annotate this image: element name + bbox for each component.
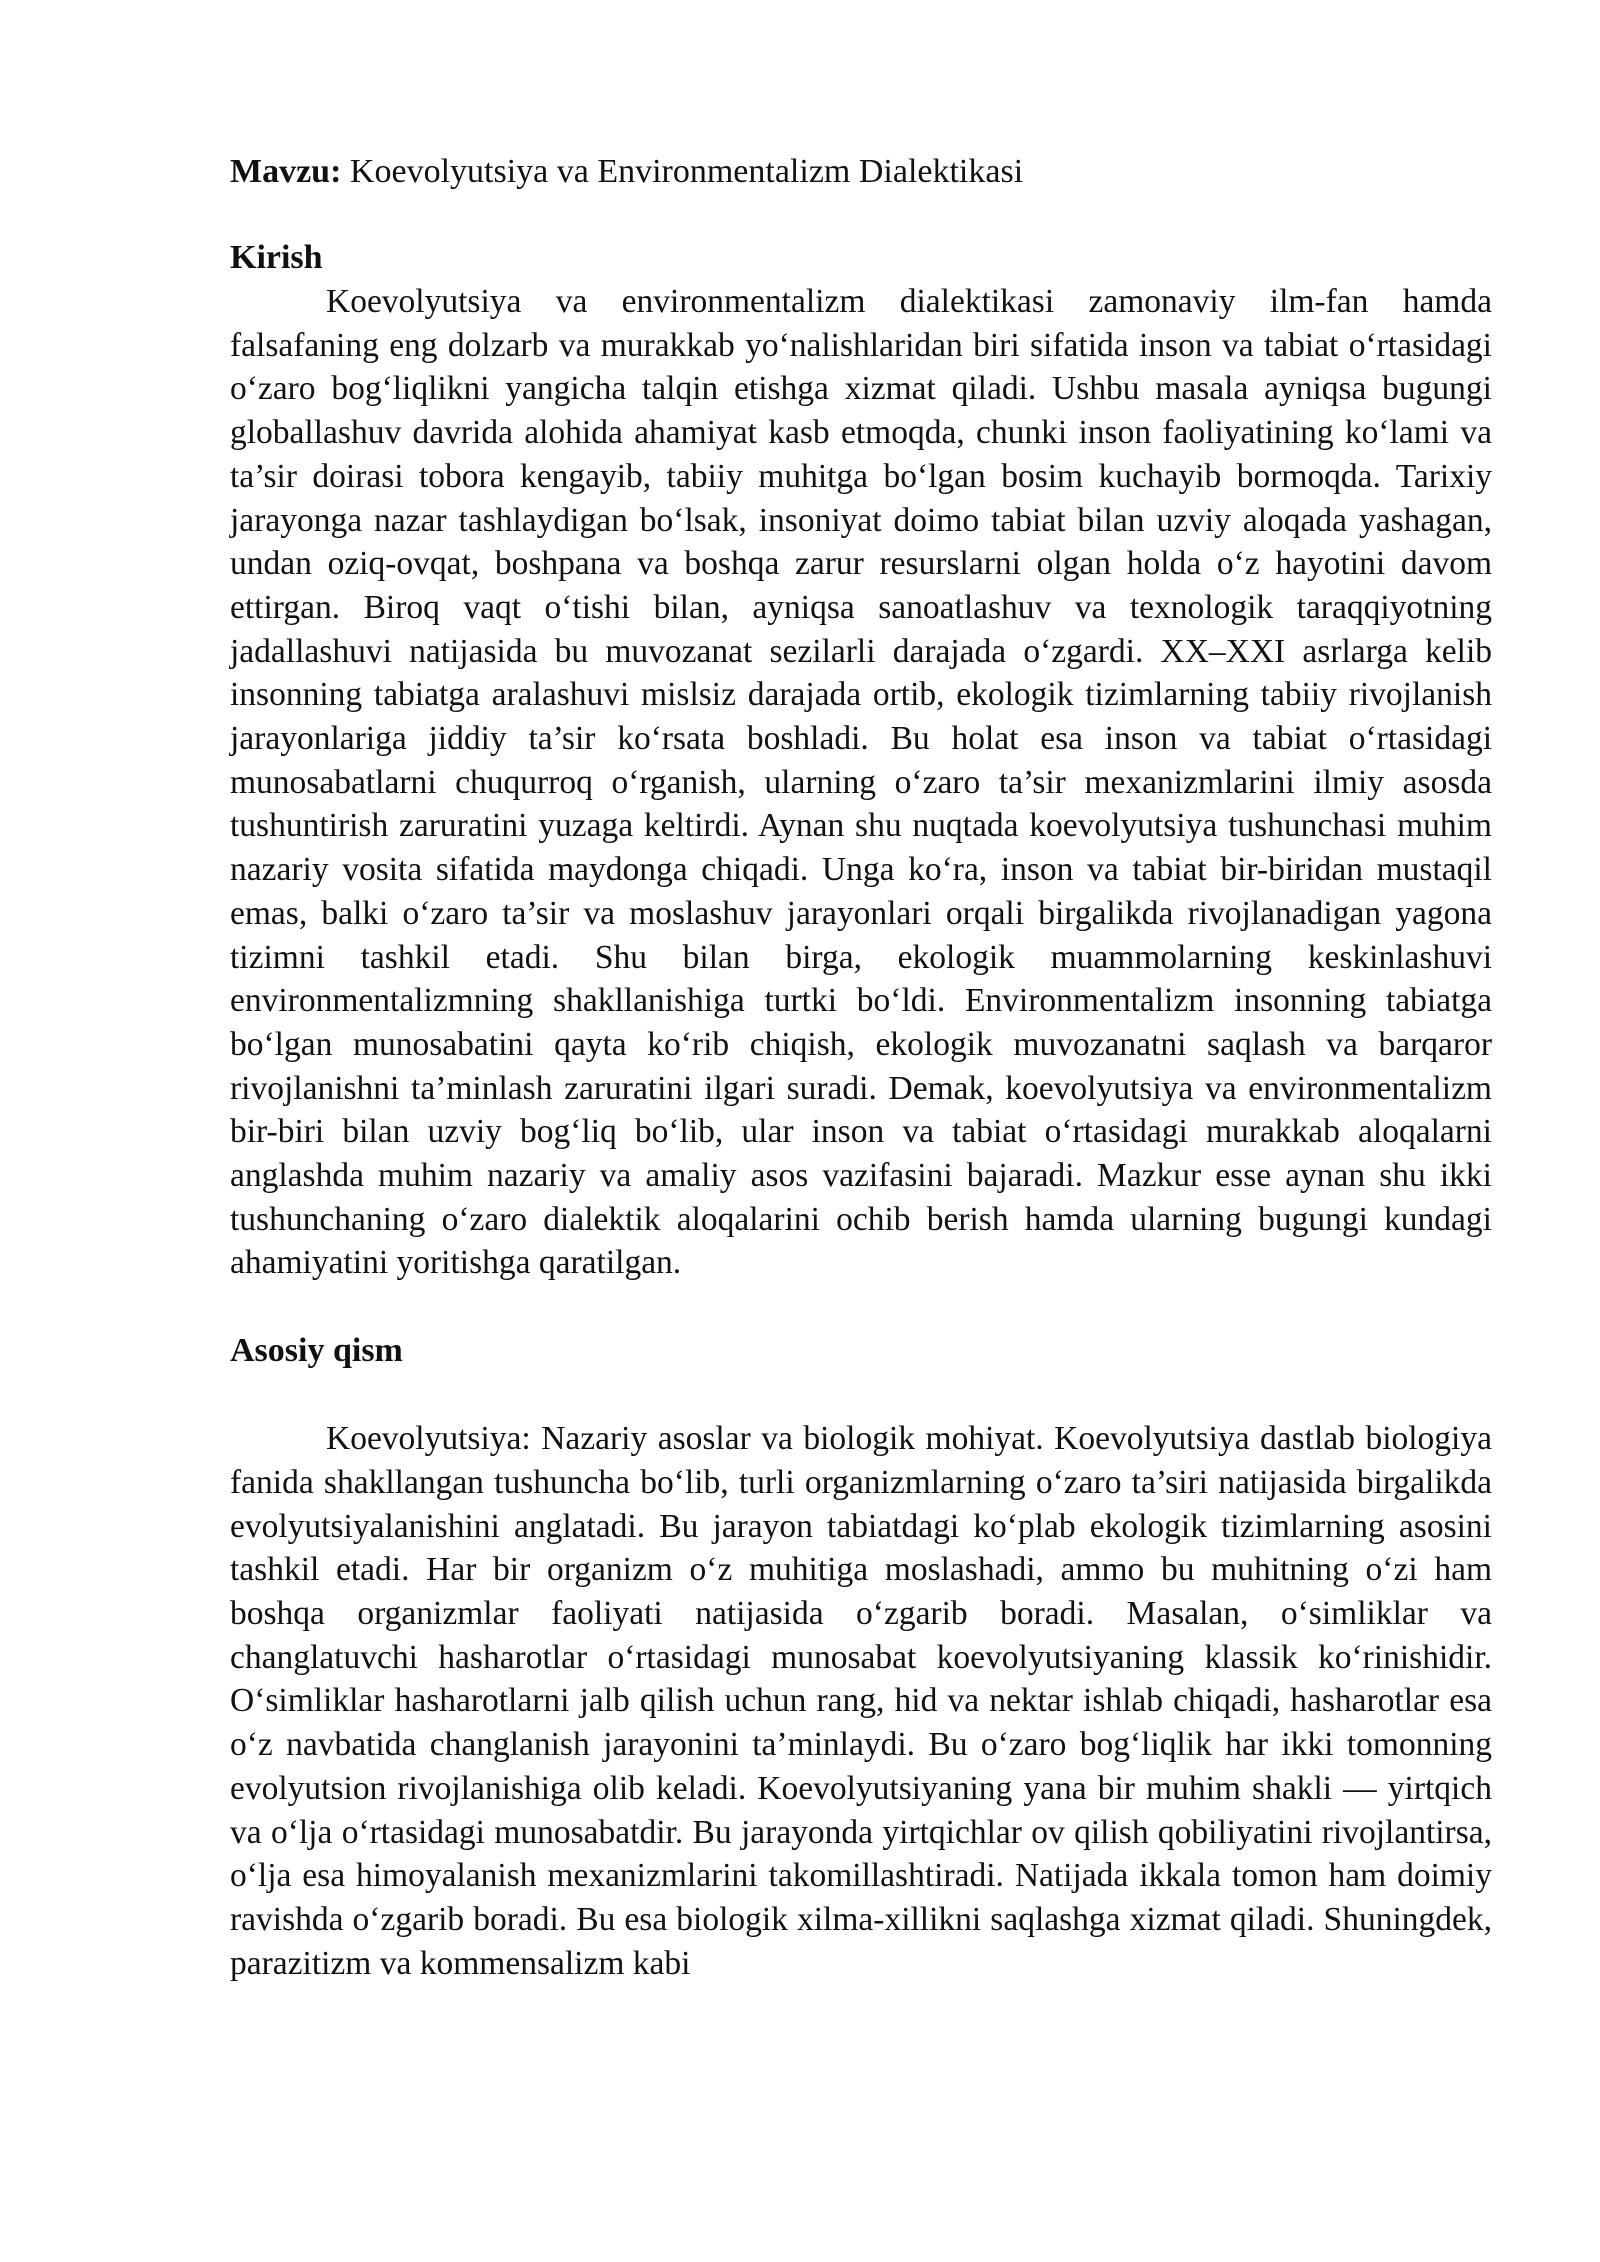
- paragraph-body: Koevolyutsiya dastlab biologiya fanida shakllangan tushuncha bo‘lib, turli organizmlarning o‘zaro ta’siri natijasida birgalikda evolyutsiyalanishini anglatadi. Bu jarayon tabiatdagi ko‘plab ekologik tizimlarning asosini tashkil etadi. Har bir organizm o‘z muhitiga moslashadi, ammo bu muhitning o‘zi ham boshqa organizmlar faoliyati natijasida o‘zgarib boradi. Masalan, o‘simliklar va changlatuvchi hasharotlar o‘rtasidagi munosabat koevolyutsiyaning klassik ko‘rinishidir. O‘simliklar hasharotlarni jalb qilish uchun rang, hid va nektar ishlab chiqadi, hasharotlar esa o‘z navbatida changlanish jarayonini ta’minlaydi. Bu o‘zaro bog‘liqlik har ikki tomonning evolyutsion rivojlanishiga olib keladi. Koevolyutsiyaning yana bir muhim shakli — yirtqich va o‘lja o‘rtasidagi munosabatdir. Bu jarayonda yirtqichlar ov qilish qobiliyatini rivojlantirsa, o‘lja esa himoyalanish mexanizmlarini takomillashtiradi. Natijada ikkala tomon ham doimiy ravishda o‘zgarib boradi. Bu esa biologik xilma-xillikni saqlashga xizmat qiladi. Shuningdek, parazitizm va kommensalizm kabi: [230, 1420, 1492, 1982]
- paragraph-subheading: Koevolyutsiya: Nazariy asoslar va biologik mohiyat.: [326, 1420, 1044, 1458]
- section-heading-asosiy-qism: Asosiy qism: [230, 1332, 403, 1370]
- title-text: Koevolyutsiya va Environmentalizm Dialektikasi: [341, 153, 1024, 190]
- section-heading-kirish: Kirish: [230, 239, 323, 276]
- title-lead: Mavzu:: [230, 153, 342, 190]
- document-page: [230, 150, 1492, 1985]
- paragraph-kirish: Koevolyutsiya va environmentalizm dialektikasi zamonaviy ilm-fan hamda falsafaning eng dolzarb va murakkab yo‘nalishlaridan biri sifatida inson va tabiat o‘rtasidagi o‘zaro bog‘liqlikni yangicha talqin etishga xizmat qiladi. Ushbu masala ayniqsa bugungi globallashuv davrida alohida ahamiyat kasb etmoqda, chunki inson faoliyatining ko‘lami va ta’sir doirasi tobora kengayib, tabiiy muhitga bo‘lgan bosim kuchayib bormoqda. Tarixiy jarayonga nazar tashlaydigan bo‘lsak, insoniyat doimo tabiat bilan uzviy aloqada yashagan, undan oziq-ovqat, boshpana va boshqa zarur resurslarni olgan holda o‘z hayotini davom ettirgan. Biroq vaqt o‘tishi bilan, ayniqsa sanoatlashuv va texnologik taraqqiyotning jadallashuvi natijasida bu muvozanat sezilarli darajada o‘zgardi. XX–XXI asrlarga kelib insonning tabiatga aralashuvi mislsiz darajada ortib, ekologik tizimlarning tabiiy rivojlanish jarayonlariga jiddiy ta’sir ko‘rsata boshladi. Bu holat esa inson va tabiat o‘rtasidagi munosabatlarni chuqurroq o‘rganish, ularning o‘zaro ta’sir mexanizmlarini ilmiy asosda tushuntirish zaruratini yuzaga keltirdi. Aynan shu nuqtada koevolyutsiya tushunchasi muhim nazariy vosita sifatida maydonga chiqadi. Unga ko‘ra, inson va tabiat bir-biridan mustaqil emas, balki o‘zaro ta’sir va moslashuv jarayonlari orqali birgalikda rivojlanadigan yagona tizimni tashkil etadi. Shu bilan birga, ekologik muammolarning keskinlashuvi environmentalizmning shakllanishiga turtki bo‘ldi. Environmentalizm insonning tabiatga bo‘lgan munosabatini qayta ko‘rib chiqish, ekologik muvozanatni saqlash va barqaror rivojlanishni ta’minlash zaruratini ilgari suradi. Demak, koevolyutsiya va environmentalizm bir-biri bilan uzviy bog‘liq bo‘lib, ular inson va tabiat o‘rtasidagi murakkab aloqalarni anglashda muhim nazariy va amaliy asos vazifasini bajaradi. Mazkur esse aynan shu ikki tushunchaning o‘zaro dialektik aloqalarini ochib berish hamda ularning bugungi kundagi ahamiyatini yoritishga qaratilgan.: [230, 283, 1492, 1282]
- paragraph-asosiy-qism: [230, 1417, 1492, 1985]
- document-title: [230, 150, 1492, 194]
